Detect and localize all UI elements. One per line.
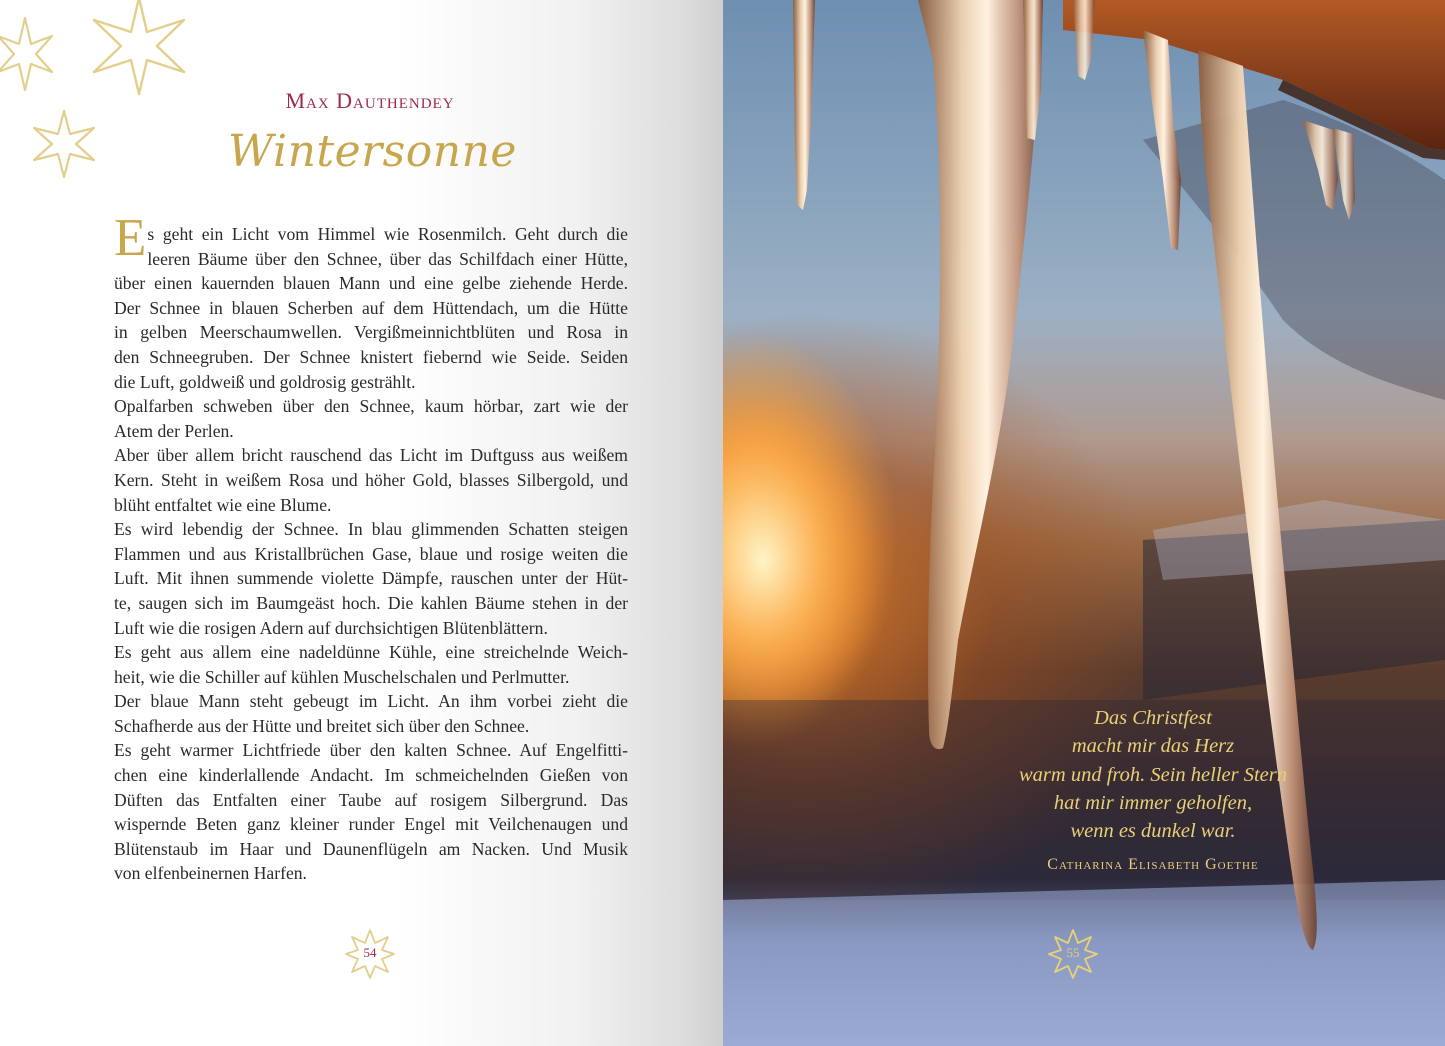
poem-line: Kern. Steht in weißem Rosa und höher Gold, blasses Silbergold, und (114, 469, 628, 490)
right-page-photo (723, 0, 1445, 1046)
quote-line: Das Christfest (1094, 707, 1212, 729)
icicles-photo (723, 0, 1445, 1046)
poem-line: Luft wie die rosigen Adern auf durchsichtigen Blütenblättern. (114, 617, 548, 638)
quote-line: macht mir das Herz (1071, 735, 1235, 758)
poem-line: s geht ein Licht vom Himmel wie Rosenmilch. Geht durch die (147, 224, 628, 244)
poem-line: Düften das Entfalten einer Taube auf rosigem Silbergrund. Das (114, 789, 628, 810)
poem-line: Opalfarben schweben über den Schnee, kaum hörbar, zart wie der (114, 396, 628, 417)
poem-line: Atem der Perlen. (114, 420, 234, 441)
poem-line: von elfenbeinernen Harfen. (114, 863, 307, 884)
poem-line: Es geht warmer Lichtfriede über den kalten Schnee. Auf Engelfitti- (114, 740, 628, 761)
poem-line: Der Schnee in blauen Scherben auf dem Hüttendach, um die Hütte (114, 297, 628, 318)
poem-line: die Luft, goldweiß und goldrosig gestrählt. (114, 371, 416, 392)
poem-line: leeren Bäume über den Schnee, über das Schilfdach einer Hütte, (147, 248, 628, 269)
poem-lines (114, 222, 628, 886)
quote-author: Catharina Elisabeth Goethe (1047, 856, 1259, 873)
poem-author: Max Dauthendey (285, 88, 455, 113)
quote-line: wenn es dunkel war. (1070, 820, 1236, 843)
poem-line: Luft. Mit ihnen summende violette Dämpfe, rauschen unter der Hüt- (114, 568, 628, 589)
poem-line: wispernde Beten ganz kleiner runder Engel mit Veilchenaugen und (114, 814, 628, 835)
poem-line: Es geht aus allem eine nadeldünne Kühle, eine streichelnde Weich- (114, 642, 628, 663)
poem-body (114, 209, 628, 886)
poem-line: Der blaue Mann steht gebeugt im Licht. An ihm vorbei zieht die (114, 691, 628, 712)
poem-line: heit, wie die Schiller auf kühlen Muschelschalen und Perlmutter. (114, 666, 570, 687)
page-number: 55 (1066, 945, 1080, 960)
poem-line: Aber über allem bricht rauschend das Licht im Duftguss aus weißem (114, 445, 628, 466)
page-number: 54 (363, 945, 377, 960)
poem-line: Es wird lebendig der Schnee. In blau glimmenden Schatten steigen (114, 519, 628, 540)
page-number-badge (344, 928, 396, 980)
poem-line: chen eine kinderlallende Andacht. Im schmeichelnden Gießen von (114, 765, 628, 786)
poem-line: Flammen und aus Kristallbrüchen Gase, blaue und rosige weiten die (114, 543, 628, 564)
quote-line: warm und froh. Sein heller Stern (1018, 763, 1287, 786)
quote-line: hat mir immer geholfen, (1053, 791, 1253, 814)
poem-line: blüht entfaltet wie eine Blume. (114, 494, 332, 515)
poem-line: Blütenstaub im Haar und Daunenflügeln am Nacken. Und Musik (114, 838, 628, 859)
page-number-badge (1047, 928, 1099, 980)
poem-line: te, saugen sich im Baumgeäst hoch. Die kahlen Bäume stehen in der (114, 592, 628, 613)
star-icon (0, 16, 56, 92)
poem-line: in gelben Meerschaumwellen. Vergißmeinnichtblüten und Rosa in (114, 322, 628, 343)
star-icon (80, 0, 198, 98)
poem-line: über einen kauernden blauen Mann und eine gelbe ziehende Herde. (114, 273, 628, 294)
poem-title: Wintersonne (228, 126, 517, 177)
drop-cap: E (114, 209, 147, 267)
poem-line: den Schneegruben. Der Schnee knistert fiebernd wie Seide. Seiden (114, 346, 628, 367)
poem-line: Schafherde aus der Hütte und breitet sich über den Schnee. (114, 715, 530, 736)
quote-text (943, 704, 1363, 845)
